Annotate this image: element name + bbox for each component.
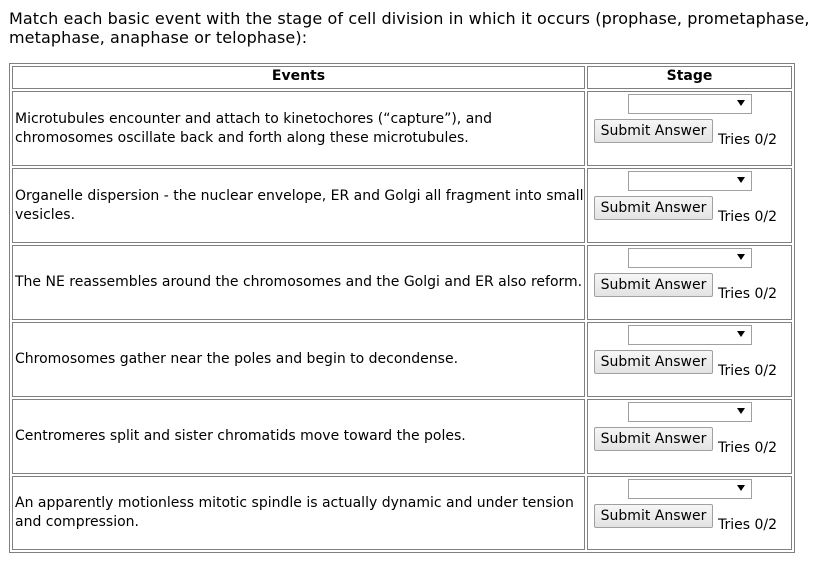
stage-cell [587,245,792,320]
submit-answer-button[interactable]: Submit Answer [594,196,713,220]
tries-counter: Tries 0/2 [718,517,778,533]
event-cell: Microtubules encounter and attach to kinetochores (“capture”), and chromosomes oscillate back and forth along these microtubules. [12,91,585,166]
event-cell: An apparently motionless mitotic spindle is actually dynamic and under tension and compression. [12,476,585,550]
stage-select[interactable] [628,171,752,191]
stage-select[interactable] [628,479,752,499]
stage-cell [587,91,792,166]
dropdown-arrow-icon [737,485,745,491]
dropdown-arrow-icon [737,331,745,337]
submit-answer-button[interactable]: Submit Answer [594,427,713,451]
tries-counter: Tries 0/2 [718,440,778,456]
stage-select[interactable] [628,248,752,268]
stage-cell [587,168,792,243]
stage-column-header: Stage [587,66,792,89]
stage-cell [587,322,792,397]
event-cell: Chromosomes gather near the poles and begin to decondense. [12,322,585,397]
event-cell: The NE reassembles around the chromosomes and the Golgi and ER also reform. [12,245,585,320]
stage-select[interactable] [628,402,752,422]
stage-select[interactable] [628,325,752,345]
question-prompt: Match each basic event with the stage of cell division in which it occurs (prophase, prometaphase, metaphase, anaphase or telophase): [9,9,810,47]
stage-cell [587,476,792,550]
stage-cell [587,399,792,474]
stage-select[interactable] [628,94,752,114]
event-cell: Organelle dispersion - the nuclear envelope, ER and Golgi all fragment into small vesicles. [12,168,585,243]
tries-counter: Tries 0/2 [718,209,778,225]
matching-table [9,63,795,553]
tries-counter: Tries 0/2 [718,132,778,148]
submit-answer-button[interactable]: Submit Answer [594,119,713,143]
event-cell: Centromeres split and sister chromatids move toward the poles. [12,399,585,474]
events-column-header: Events [12,66,585,89]
dropdown-arrow-icon [737,177,745,183]
tries-counter: Tries 0/2 [718,363,778,379]
dropdown-arrow-icon [737,254,745,260]
dropdown-arrow-icon [737,408,745,414]
submit-answer-button[interactable]: Submit Answer [594,273,713,297]
submit-answer-button[interactable]: Submit Answer [594,350,713,374]
tries-counter: Tries 0/2 [718,286,778,302]
submit-answer-button[interactable]: Submit Answer [594,504,713,528]
dropdown-arrow-icon [737,100,745,106]
